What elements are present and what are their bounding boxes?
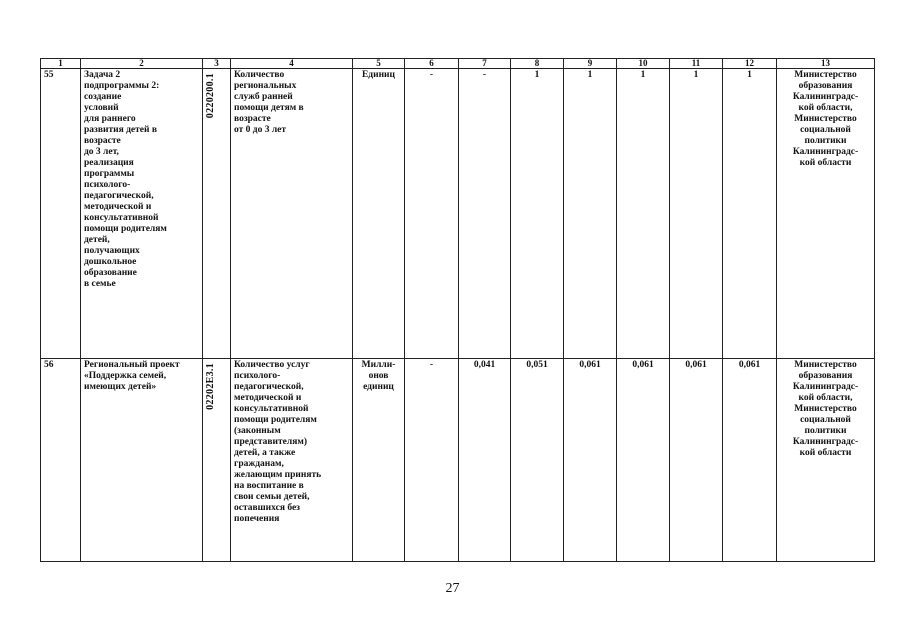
header-cell: 6 bbox=[405, 59, 459, 69]
value-cell: 0,061 bbox=[723, 359, 777, 562]
indicator-name: Количество услуг психолого- педагогической, методической и консультативной помощи родителям (законным представителям) детей, а также гражданам, желающим принять на воспитание в свои семьи детей, оставшихся без попечения bbox=[231, 359, 353, 562]
value-cell: 1 bbox=[617, 69, 670, 359]
header-cell: 2 bbox=[81, 59, 203, 69]
code-text: 0220200.1 bbox=[205, 73, 216, 119]
code-cell bbox=[203, 359, 231, 562]
code-text: 02202E3.1 bbox=[205, 363, 216, 410]
indicator-table bbox=[40, 58, 875, 562]
value-cell: - bbox=[405, 359, 459, 562]
responsible-cell: Министерство образования Калининградс- кой области, Министерство социальной политики Калининградс- кой области bbox=[777, 359, 875, 562]
header-cell: 5 bbox=[353, 59, 405, 69]
value-cell: - bbox=[405, 69, 459, 359]
value-cell: 1 bbox=[564, 69, 617, 359]
header-cell: 12 bbox=[723, 59, 777, 69]
header-cell: 13 bbox=[777, 59, 875, 69]
header-cell: 11 bbox=[670, 59, 723, 69]
table-row bbox=[41, 69, 875, 359]
header-cell: 4 bbox=[231, 59, 353, 69]
value-cell: 0,051 bbox=[511, 359, 564, 562]
unit-cell: Единиц bbox=[353, 69, 405, 359]
column-number-row bbox=[41, 59, 875, 69]
header-cell: 8 bbox=[511, 59, 564, 69]
value-cell: 0,061 bbox=[617, 359, 670, 562]
row-number: 55 bbox=[41, 69, 81, 359]
page-number: 27 bbox=[445, 581, 460, 596]
header-cell: 3 bbox=[203, 59, 231, 69]
value-cell: 0,061 bbox=[564, 359, 617, 562]
header-cell: 9 bbox=[564, 59, 617, 69]
value-cell: 0,041 bbox=[459, 359, 511, 562]
task-name: Задача 2 подпрограммы 2: создание условий для раннего развития детей в возрасте до 3 лет, реализация программы психолого- педагогической, методической и консультативной помощи родителям детей, получающих дошкольное образование в семье bbox=[81, 69, 203, 359]
value-cell: 1 bbox=[670, 69, 723, 359]
responsible-cell: Министерство образования Калининградс- кой области, Министерство социальной политики Калининградс- кой области bbox=[777, 69, 875, 359]
header-cell: 10 bbox=[617, 59, 670, 69]
value-cell: - bbox=[459, 69, 511, 359]
row-number: 56 bbox=[41, 359, 81, 562]
task-name: Региональный проект «Поддержка семей, имеющих детей» bbox=[81, 359, 203, 562]
code-cell bbox=[203, 69, 231, 359]
header-cell: 1 bbox=[41, 59, 81, 69]
value-cell: 1 bbox=[511, 69, 564, 359]
unit-cell: Милли- онов единиц bbox=[353, 359, 405, 562]
indicator-name: Количество региональных служб ранней помощи детям в возрасте от 0 до 3 лет bbox=[231, 69, 353, 359]
table-row bbox=[41, 359, 875, 562]
value-cell: 1 bbox=[723, 69, 777, 359]
value-cell: 0,061 bbox=[670, 359, 723, 562]
header-cell: 7 bbox=[459, 59, 511, 69]
